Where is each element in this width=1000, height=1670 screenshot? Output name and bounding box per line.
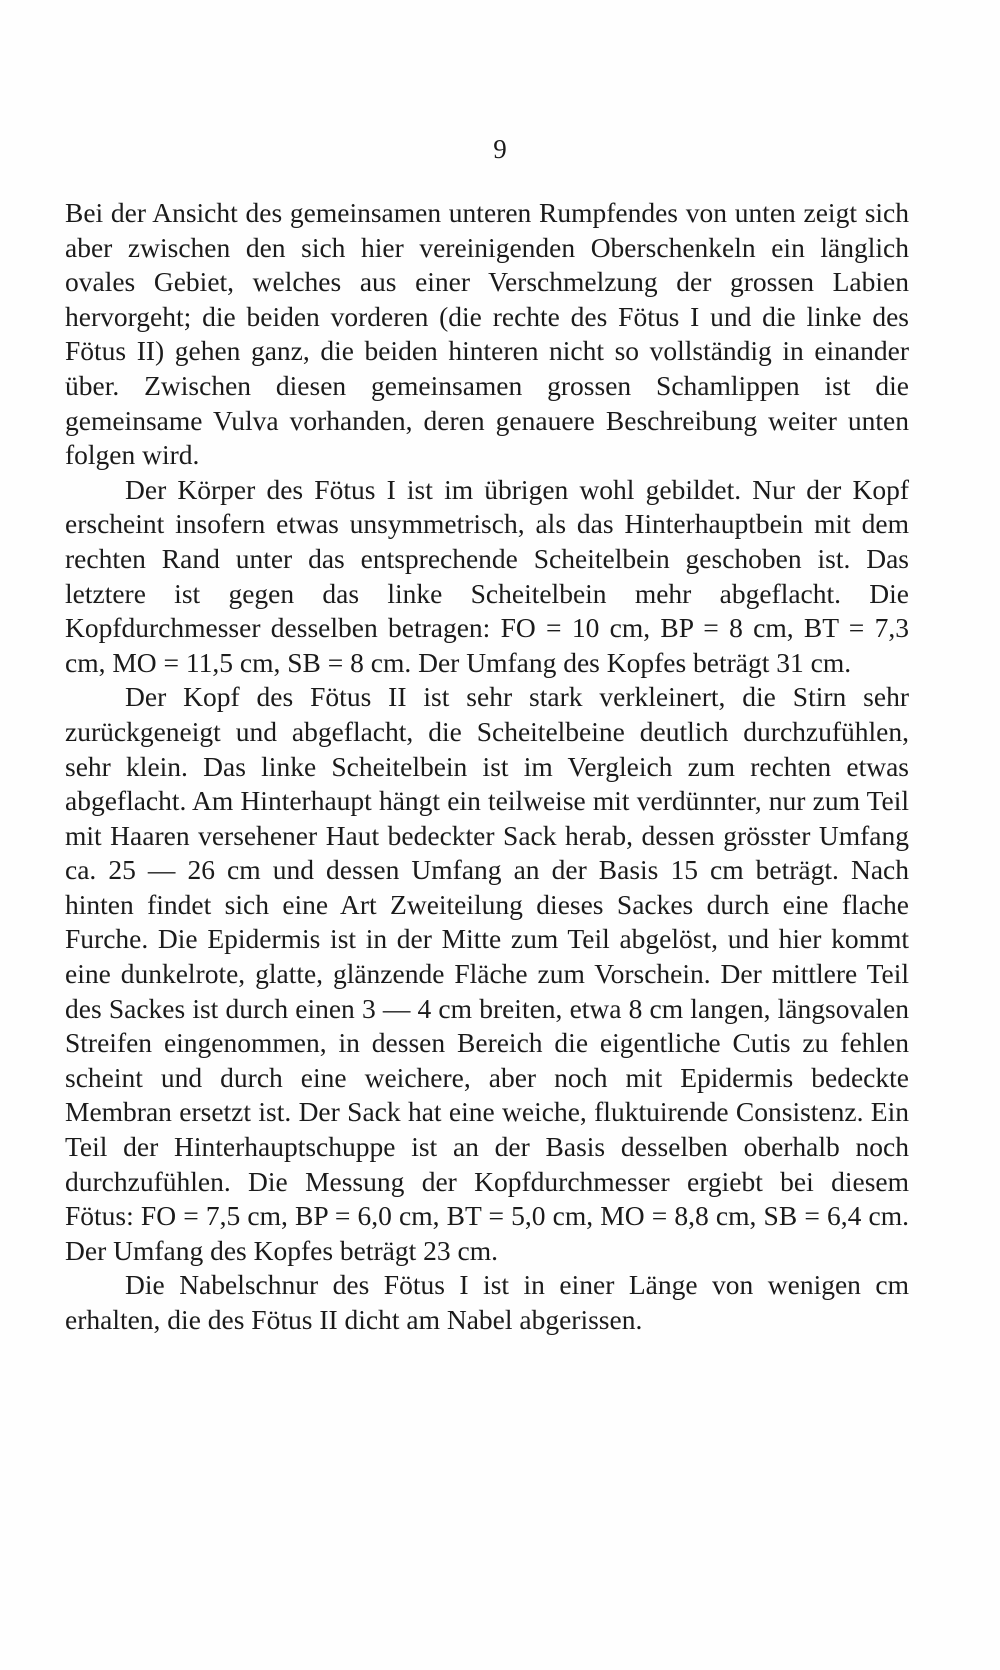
paragraph-4: Die Nabelschnur des Fötus I ist in einer Länge von wenigen cm erhalten, die des Fötus II dicht am Nabel abgerissen. <box>65 1269 909 1335</box>
body-text <box>65 196 909 1338</box>
paragraph-3: Der Kopf des Fötus II ist sehr stark verkleinert, die Stirn sehr zurückgeneigt und abgeflacht, die Scheitelbeine deutlich durchzufühlen, sehr klein. Das linke Scheitelbein ist im Vergleich zum rechten etwas abgeflacht. Am Hinterhaupt hängt ein teilweise mit verdünnter, nur zum Teil mit Haaren versehener Haut bedeckter Sack herab, dessen grösster Umfang ca. 25 — 26 cm und dessen Umfang an der Basis 15 cm beträgt. Nach hinten findet sich eine Art Zweiteilung dieses Sackes durch eine flache Furche. Die Epidermis ist in der Mitte zum Teil abgelöst, und hier kommt eine dunkelrote, glatte, glänzende Fläche zum Vorschein. Der mittlere Teil des Sackes ist durch einen 3 — 4 cm breiten, etwa 8 cm langen, längsovalen Streifen eingenommen, in dessen Bereich die eigentliche Cutis zu fehlen scheint und durch eine weichere, aber noch mit Epidermis bedeckte Membran ersetzt ist. Der Sack hat eine weiche, fluktuirende Consistenz. Ein Teil der Hinterhauptschuppe ist an der Basis desselben oberhalb noch durchzufühlen. Die Messung der Kopfdurchmesser ergiebt bei diesem Fötus: FO = 7,5 cm, BP = 6,0 cm, BT = 5,0 cm, MO = 8,8 cm, SB = 6,4 cm. Der Umfang des Kopfes beträgt 23 cm. <box>65 681 909 1266</box>
paragraph-2: Der Körper des Fötus I ist im übrigen wohl gebildet. Nur der Kopf erscheint insofern etwas unsymmetrisch, als das Hinterhauptbein mit dem rechten Rand unter das entsprechende Scheitelbein geschoben ist. Das letztere ist gegen das linke Scheitelbein mehr abgeflacht. Die Kopfdurchmesser desselben betragen: FO = 10 cm, BP = 8 cm, BT = 7,3 cm, MO = 11,5 cm, SB = 8 cm. Der Umfang des Kopfes beträgt 31 cm. <box>65 473 909 678</box>
paragraph-1: Bei der Ansicht des gemeinsamen unteren Rumpfendes von unten zeigt sich aber zwischen den sich hier vereinigenden Oberschenkeln ein länglich ovales Gebiet, welches aus einer Verschmelzung der grossen Labien hervorgeht; die beiden vorderen (die rechte des Fötus I und die linke des Fötus II) gehen ganz, die beiden hinteren nicht so vollständig in einander über. Zwischen diesen gemeinsamen grossen Schamlippen ist die gemeinsame Vulva vorhanden, deren genauere Beschreibung weiter unten folgen wird. <box>65 197 909 471</box>
page-number: 9 <box>493 134 507 164</box>
